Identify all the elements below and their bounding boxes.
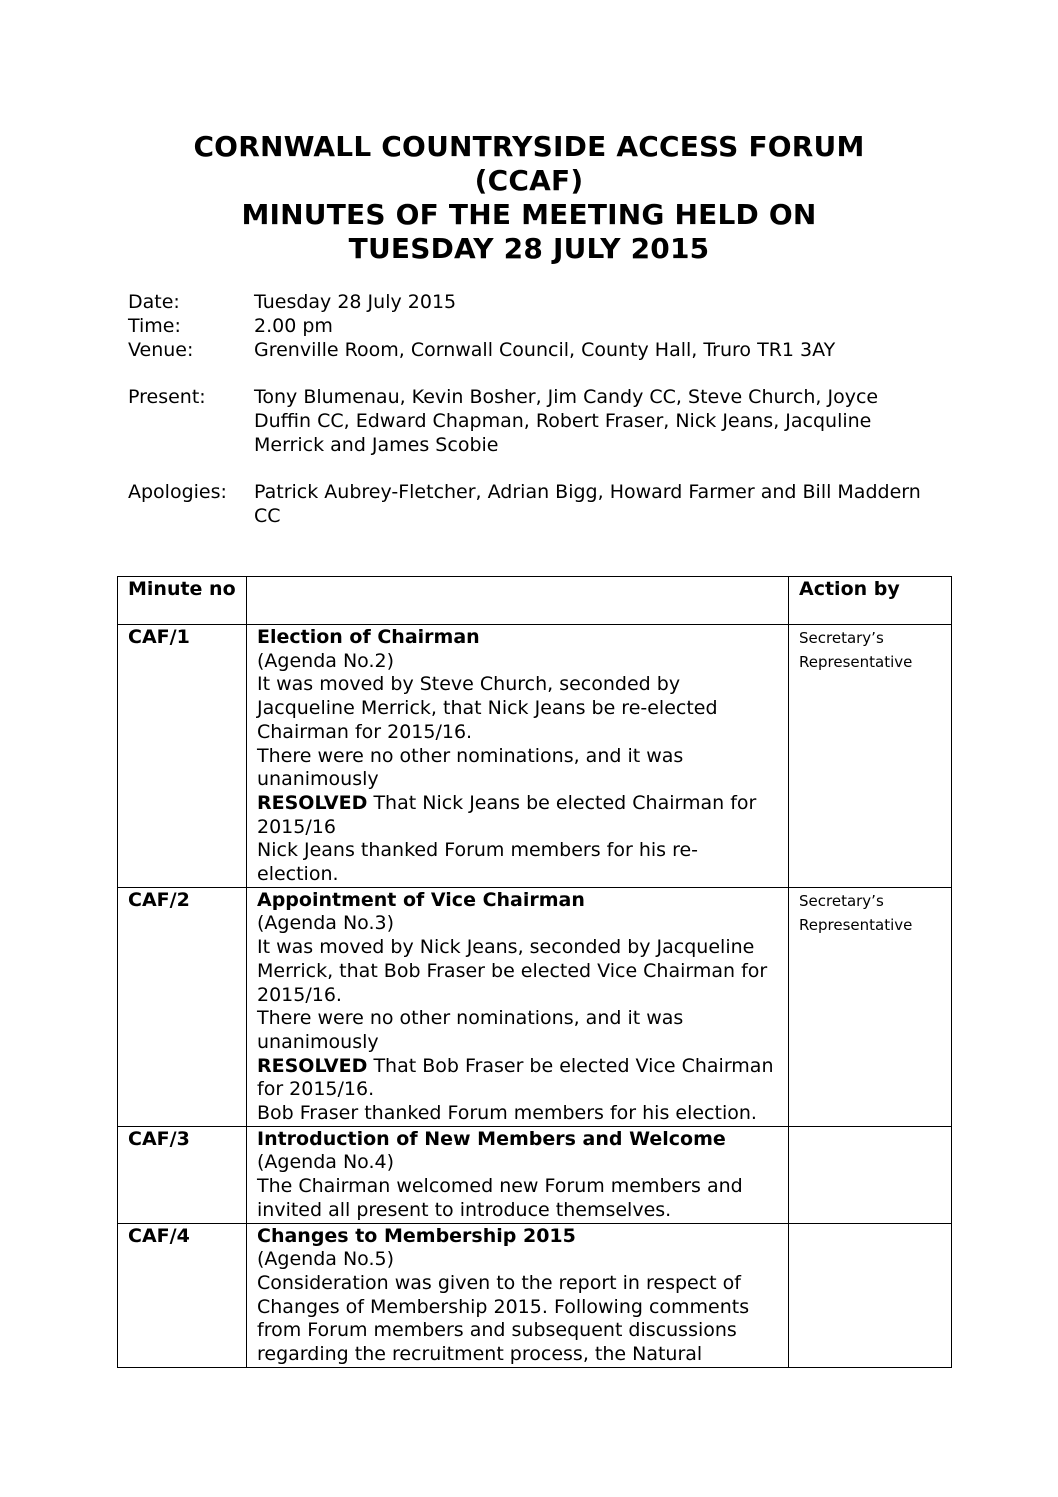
item-text: Bob Fraser thanked Forum members for his election. — [257, 1102, 757, 1125]
table-row — [118, 887, 952, 1126]
resolved-keyword: RESOLVED — [257, 791, 368, 814]
resolution — [257, 1055, 779, 1102]
title-line-2: (CCAF) — [474, 164, 584, 197]
description-header — [247, 577, 789, 625]
minute-no: CAF/2 — [118, 887, 247, 1126]
minute-no: CAF/1 — [118, 625, 247, 888]
venue-label: Venue: — [128, 339, 194, 361]
time-value: 2.00 pm — [254, 315, 333, 337]
action-by-header: Action by — [789, 577, 952, 625]
date-row — [128, 290, 934, 314]
present-label: Present: — [128, 386, 206, 408]
resolved-text: That Bob Fraser be elected Vice Chairman for 2015/16. — [257, 1054, 774, 1101]
table-header-row — [118, 577, 952, 625]
minute-no: CAF/3 — [118, 1126, 247, 1223]
action-by — [789, 1223, 952, 1367]
apologies-label: Apologies: — [128, 481, 227, 503]
item-title: Election of Chairman — [257, 626, 480, 648]
table-row — [118, 625, 952, 888]
item-text: There were no other nominations, and it was unanimously — [257, 1007, 684, 1053]
title-line-1: CORNWALL COUNTRYSIDE ACCESS FORUM — [193, 130, 865, 163]
venue-row — [128, 338, 934, 362]
present-value: Tony Blumenau, Kevin Bosher, Jim Candy CC, Steve Church, Joyce Duffin CC, Edward Chapman, Robert Fraser, Nick Jeans, Jacquline Merrick and James Scobie — [254, 386, 879, 456]
item-text: There were no other nominations, and it was unanimously — [257, 744, 684, 791]
apologies-value: Patrick Aubrey-Fletcher, Adrian Bigg, Howard Farmer and Bill Maddern CC — [254, 481, 921, 527]
item-text: It was moved by Steve Church, seconded by Jacqueline Merrick, that Nick Jeans be re-elected Chairman for 2015/16. — [257, 673, 718, 743]
table-row — [118, 1126, 952, 1223]
document-title — [0, 130, 1058, 266]
date-value: Tuesday 28 July 2015 — [254, 291, 457, 313]
title-line-4: TUESDAY 28 JULY 2015 — [348, 232, 710, 265]
action-by: Secretary’s Representative — [789, 625, 952, 888]
item-text: Consideration was given to the report in respect of Changes of Membership 2015. Following comments from Forum members and subsequent discussions regarding the recruitment process, the Natural — [257, 1271, 750, 1366]
minute-no-header: Minute no — [118, 577, 247, 625]
present-row — [128, 385, 934, 457]
item-title: Appointment of Vice Chairman — [257, 888, 585, 911]
table-row — [118, 1223, 952, 1367]
minutes-table — [117, 576, 952, 1368]
agenda-ref: (Agenda No.5) — [257, 1248, 394, 1271]
agenda-ref: (Agenda No.4) — [257, 1151, 394, 1174]
agenda-ref: (Agenda No.2) — [257, 649, 394, 672]
minute-content — [247, 887, 789, 1126]
time-label: Time: — [128, 315, 181, 337]
venue-value: Grenville Room, Cornwall Council, County Hall, Truro TR1 3AY — [254, 339, 836, 361]
agenda-ref: (Agenda No.3) — [257, 912, 394, 935]
apologies-row — [128, 480, 934, 528]
date-label: Date: — [128, 291, 180, 313]
resolved-keyword: RESOLVED — [257, 1054, 368, 1077]
meeting-details — [128, 290, 934, 528]
minute-content — [247, 625, 789, 888]
action-by: Secretary’s Representative — [789, 887, 952, 1126]
resolved-text: That Nick Jeans be elected Chairman for 2015/16 — [257, 791, 757, 838]
item-text: It was moved by Nick Jeans, seconded by Jacqueline Merrick, that Bob Fraser be elected Vice Chairman for 2015/16. — [257, 936, 768, 1006]
item-title: Changes to Membership 2015 — [257, 1224, 576, 1247]
item-text: Nick Jeans thanked Forum members for his re-election. — [257, 839, 699, 886]
item-text: The Chairman welcomed new Forum members and invited all present to introduce themselves. — [257, 1175, 743, 1221]
title-line-3: MINUTES OF THE MEETING HELD ON — [241, 198, 817, 231]
item-title: Introduction of New Members and Welcome — [257, 1127, 726, 1150]
minute-no: CAF/4 — [118, 1223, 247, 1367]
minute-content — [247, 1223, 789, 1367]
minute-content — [247, 1126, 789, 1223]
resolution — [257, 792, 779, 839]
time-row — [128, 314, 934, 338]
action-by — [789, 1126, 952, 1223]
